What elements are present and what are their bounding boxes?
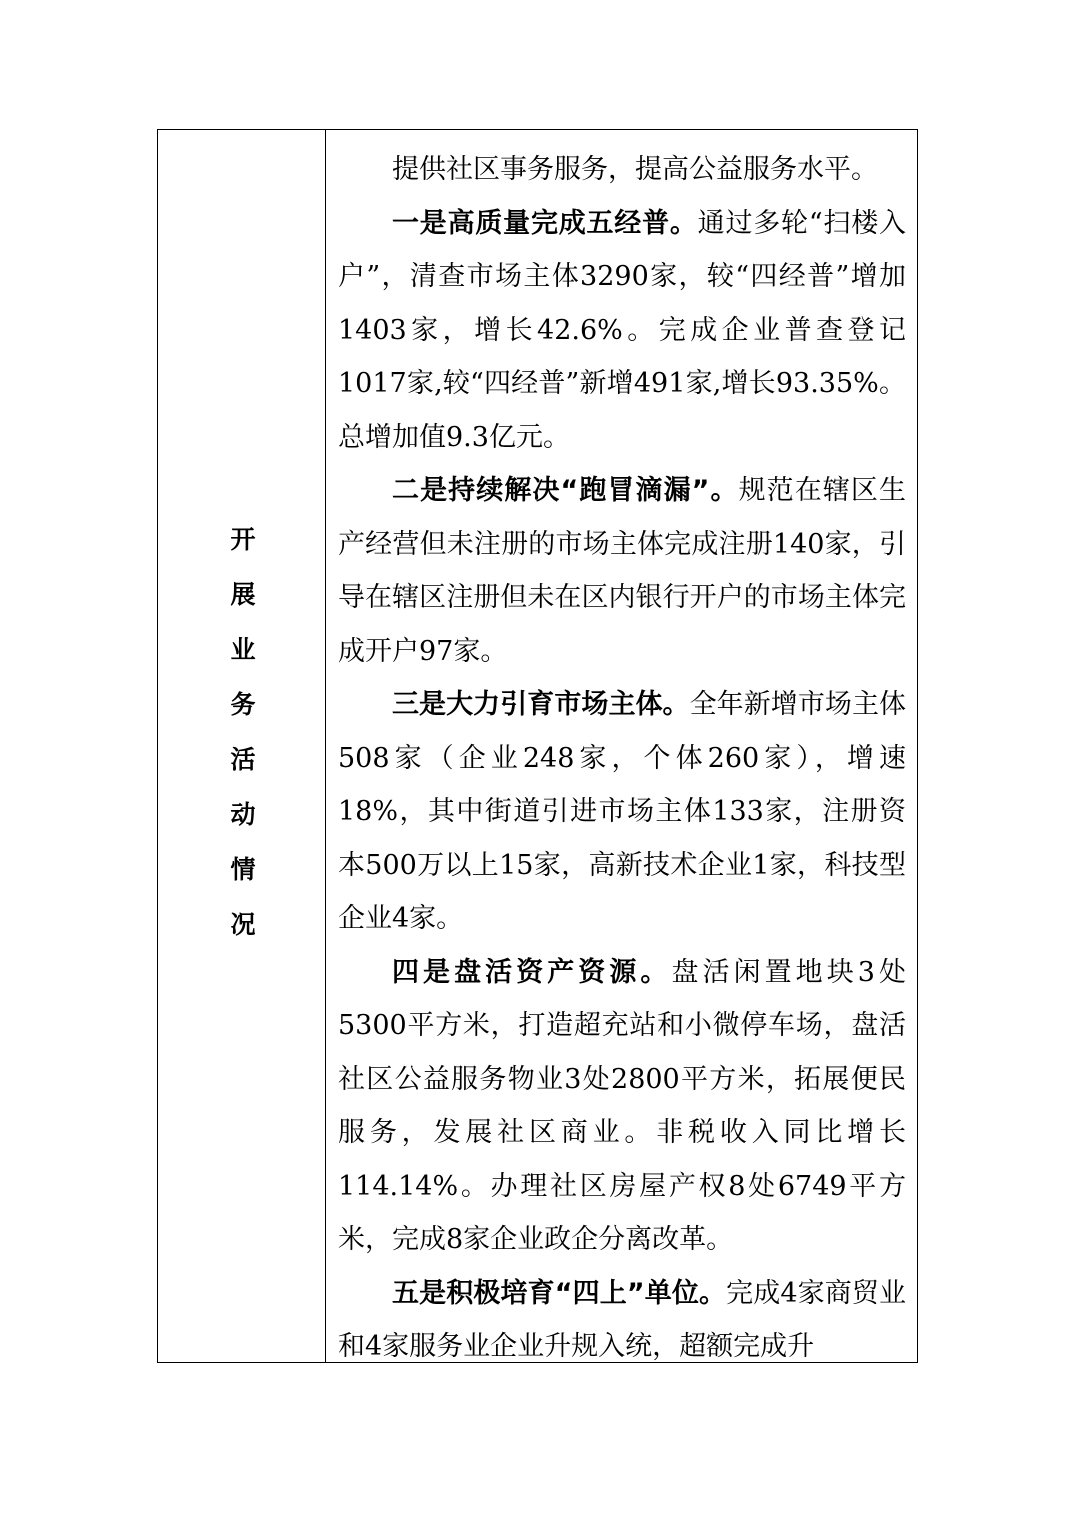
paragraph-body: 规范在辖区生产经营但未注册的市场主体完成注册140家，引导在辖区注册但未在区内银行开户的市场主体完成开户97家。 — [338, 475, 906, 667]
paragraph-body: 盘活闲置地块3处5300平方米，打造超充站和小微停车场，盘活社区公益服务物业3处2800平方米，拓展便民服务，发展社区商业。非税收入同比增长114.14%。办理社区房屋产权8处6749平方米，完成8家企业政企分离改革。 — [338, 956, 907, 1255]
paragraph-lead: 一是高质量完成五经普。 — [392, 207, 698, 239]
paragraph-lead: 二是持续解决“跑冒滴漏”。 — [392, 475, 739, 506]
paragraph — [338, 678, 906, 946]
paragraph — [338, 197, 906, 465]
paragraph — [338, 1267, 906, 1374]
paragraph-body: 完成4家商贸业和4家服务业企业升规入统，超额完成升 — [338, 1277, 906, 1362]
paragraph-lead: 三是大力引育市场主体。 — [392, 689, 690, 720]
content-cell — [338, 143, 906, 1374]
label-cell — [158, 130, 325, 1362]
paragraph-body: 全年新增市场主体508家（企业248家，个体260家），增速18%，其中街道引进市场主体133家，注册资本500万以上15家，高新技术企业1家，科技型企业4家。 — [338, 689, 907, 934]
paragraph — [338, 143, 906, 197]
paragraph-body: 通过多轮“扫楼入户”，清查市场主体3290家，较“四经普”增加1403家，增长42.6%。完成企业普查登记1017家,较“四经普”新增491家,增长93.35%。总增加值9.3亿元。 — [338, 207, 906, 453]
paragraph — [338, 464, 906, 678]
column-divider — [325, 130, 326, 1362]
paragraph-body: 提供社区事务服务，提高公益服务水平。 — [392, 154, 878, 185]
activity-table — [157, 129, 918, 1363]
paragraph-lead: 四是盘活资产资源。 — [392, 956, 672, 988]
paragraph — [338, 946, 906, 1267]
paragraph-lead: 五是积极培育“四上”单位。 — [392, 1277, 727, 1309]
row-label: 开展业务活动情况 — [227, 526, 256, 966]
